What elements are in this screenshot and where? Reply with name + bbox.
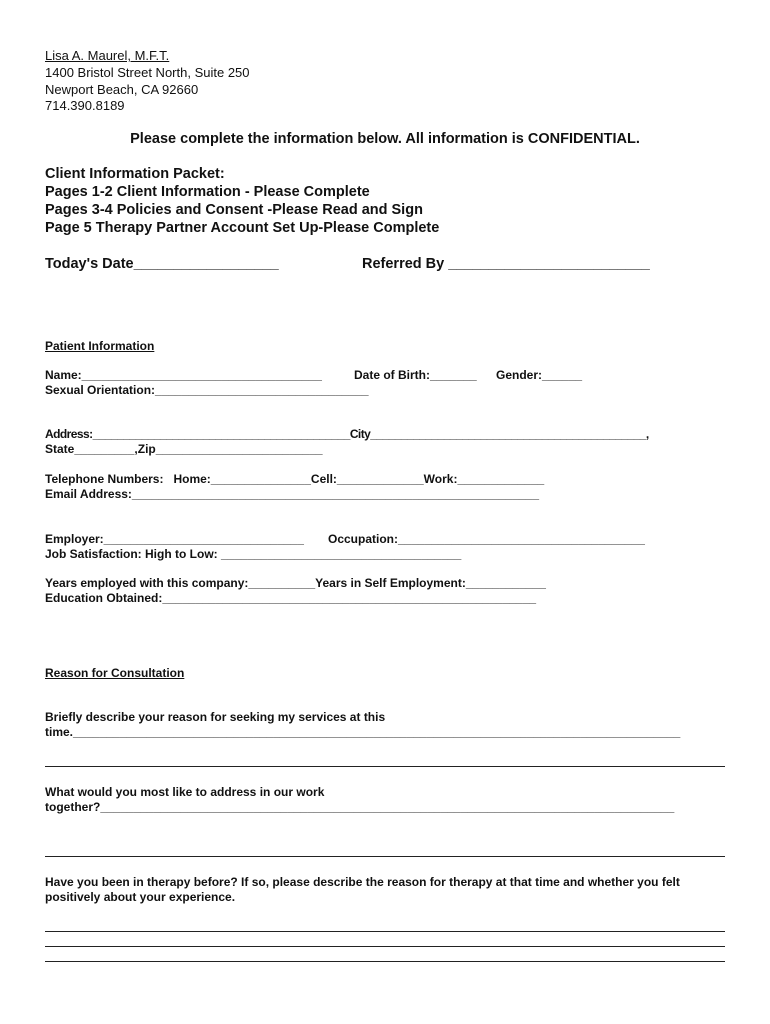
address-line-2: Newport Beach, CA 92660 — [45, 82, 199, 97]
email-field[interactable]: Email Address:_____________________________________________________________ — [45, 487, 540, 501]
phone-number: 714.390.8189 — [45, 98, 125, 113]
question-1-text: Briefly describe your reason for seeking my services at this — [45, 710, 386, 724]
answer-line[interactable] — [45, 856, 725, 857]
answer-line[interactable] — [45, 946, 725, 947]
dob-field[interactable]: Date of Birth:_______ — [354, 368, 477, 382]
packet-title: Client Information Packet: — [45, 166, 225, 182]
job-satisfaction-field[interactable]: Job Satisfaction: High to Low: ____________________________________ — [45, 547, 462, 561]
years-employed-field[interactable]: Years employed with this company:__________Years in Self Employment:____________ — [45, 576, 546, 590]
state-zip-field[interactable]: State_________,Zip_________________________ — [45, 442, 323, 456]
occupation-field[interactable]: Occupation:_____________________________________ — [328, 532, 645, 546]
name-field[interactable]: Name:____________________________________ — [45, 368, 322, 382]
telephone-field[interactable]: Telephone Numbers: Home:_______________Cell:_____________Work:_____________ — [45, 472, 545, 486]
sexual-orientation-field[interactable]: Sexual Orientation:________________________________ — [45, 383, 369, 397]
answer-line[interactable] — [45, 766, 725, 767]
question-2-text: What would you most like to address in our work — [45, 785, 325, 799]
answer-line[interactable] — [45, 961, 725, 962]
therapist-name: Lisa A. Maurel, M.F.T. — [45, 48, 170, 63]
question-3-text: Have you been in therapy before? If so, please describe the reason for therapy at that time and whether you felt — [45, 875, 680, 889]
packet-line-3: Page 5 Therapy Partner Account Set Up-Please Complete — [45, 220, 440, 236]
question-3-text-continued: positively about your experience. — [45, 890, 236, 904]
answer-line[interactable] — [45, 931, 725, 932]
education-field[interactable]: Education Obtained:________________________________________________________ — [45, 591, 537, 605]
employer-field[interactable]: Employer:______________________________ — [45, 532, 304, 546]
gender-field[interactable]: Gender:______ — [496, 368, 583, 382]
referred-by-field[interactable]: Referred By _________________________ — [362, 256, 650, 272]
address-line-1: 1400 Bristol Street North, Suite 250 — [45, 65, 250, 80]
packet-line-1: Pages 1-2 Client Information - Please Complete — [45, 184, 370, 200]
patient-info-heading: Patient Information — [45, 339, 155, 353]
consultation-heading: Reason for Consultation — [45, 666, 185, 680]
todays-date-field[interactable]: Today's Date__________________ — [45, 256, 279, 272]
confidential-notice: Please complete the information below. All information is CONFIDENTIAL. — [130, 131, 640, 147]
question-1-answer-field[interactable]: time.___________________________________________________________________________________________ — [45, 725, 681, 739]
address-field[interactable]: Address:__________________________________________City_____________________________________________, — [45, 427, 649, 441]
question-2-answer-field[interactable]: together?______________________________________________________________________________________ — [45, 800, 675, 814]
packet-line-2: Pages 3-4 Policies and Consent -Please Read and Sign — [45, 202, 423, 218]
